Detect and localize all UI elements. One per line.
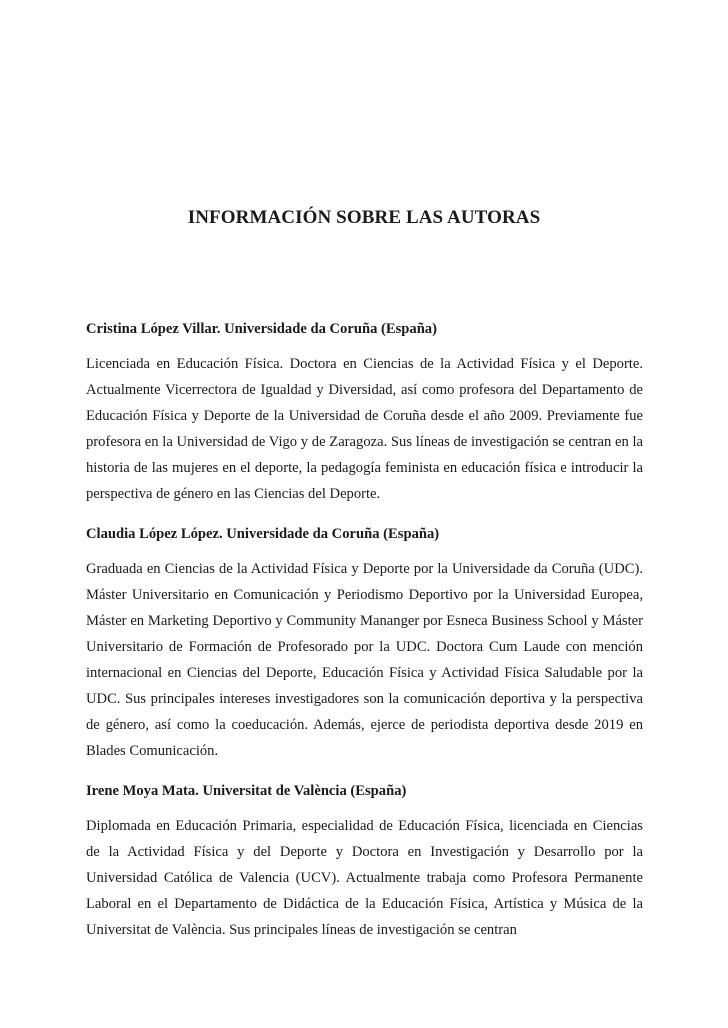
author-heading: Cristina López Villar. Universidade da Coruña (España) xyxy=(86,321,437,337)
authors-list xyxy=(86,316,643,957)
author-bio: Licenciada en Educación Física. Doctora en Ciencias de la Actividad Física y el Deporte. Actualmente Vicerrectora de Igualdad y Diversidad, así como profesora del Departamento de Educación Física y Deporte de la Universidad de Coruña desde el año 2009. Previamente fue profesora en la Universidad de Vigo y de Zaragoza. Sus líneas de investigación se centran en la historia de las mujeres en el deporte, la pedagogía feminista en educación física e introducir la perspectiva de género en las Ciencias del Deporte. xyxy=(86,356,643,502)
author-bio: Diplomada en Educación Primaria, especialidad de Educación Física, licenciada en Ciencias de la Actividad Física y del Deporte y Doctora en Investigación y Desarrollo por la Universidad Católica de Valencia (UCV). Actualmente trabaja como Profesora Permanente Laboral en el Departamento de Didáctica de la Educación Física, Artística y Música de la Universitat de València. Sus principales líneas de investigación se centran xyxy=(86,818,643,938)
author-heading: Irene Moya Mata. Universitat de València (España) xyxy=(86,783,407,799)
author-bio: Graduada en Ciencias de la Actividad Física y Deporte por la Universidade da Coruña (UDC). Máster Universitario en Comunicación y Periodismo Deportivo por la Universidad Europea, Máster en Marketing Deportivo y Community Mananger por Esneca Business School y Máster Universitario de Formación de Profesorado por la UDC. Doctora Cum Laude con mención internacional en Ciencias del Deporte, Educación Física y Actividad Física Saludable por la UDC. Sus principales intereses investigadores son la comunicación deportiva y la perspectiva de género, así como la coeducación. Además, ejerce de periodista deportiva desde 2019 en Blades Comunicación. xyxy=(86,561,643,759)
author-entry xyxy=(86,778,643,943)
author-heading: Claudia López López. Universidade da Coruña (España) xyxy=(86,526,440,542)
author-entry xyxy=(86,316,643,507)
author-entry xyxy=(86,521,643,764)
page-title: INFORMACIÓN SOBRE LAS AUTORAS xyxy=(187,207,541,228)
